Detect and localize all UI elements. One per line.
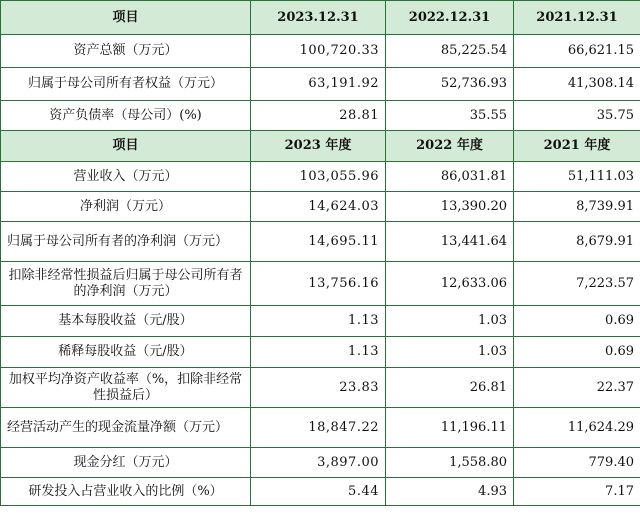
cell-value: 86,031.81 — [386, 162, 514, 192]
cell-value: 35.75 — [514, 101, 640, 131]
cell-value: 7.17 — [514, 478, 640, 506]
row-label: 现金分红（万元） — [1, 448, 251, 478]
table-row — [1, 262, 640, 306]
cell-value: 22.37 — [514, 368, 640, 408]
cell-value: 12,633.06 — [386, 262, 514, 306]
table-row — [1, 101, 640, 131]
header-year: 2022.12.31 — [386, 1, 514, 35]
cell-value: 7,223.57 — [514, 262, 640, 306]
cell-value: 100,720.33 — [251, 35, 386, 68]
header-year: 2021 年度 — [514, 131, 640, 162]
cell-value: 14,695.11 — [251, 222, 386, 262]
cell-value: 51,111.03 — [514, 162, 640, 192]
table-row — [1, 337, 640, 368]
cell-value: 0.69 — [514, 306, 640, 337]
cell-value: 11,196.11 — [386, 408, 514, 448]
cell-value: 26.81 — [386, 368, 514, 408]
cell-value: 85,225.54 — [386, 35, 514, 68]
cell-value: 1.03 — [386, 306, 514, 337]
cell-value: 13,441.64 — [386, 222, 514, 262]
row-label: 稀释每股收益（元/股） — [1, 337, 251, 368]
cell-value: 63,191.92 — [251, 68, 386, 101]
cell-value: 18,847.22 — [251, 408, 386, 448]
table-row — [1, 222, 640, 262]
header-year: 2022 年度 — [386, 131, 514, 162]
row-label: 扣除非经常性损益后归属于母公司所有者的净利润（万元） — [1, 262, 251, 306]
table-row — [1, 478, 640, 506]
table-row — [1, 408, 640, 448]
row-label: 经营活动产生的现金流量净额（万元） — [1, 408, 251, 448]
cell-value: 41,308.14 — [514, 68, 640, 101]
cell-value: 1.13 — [251, 306, 386, 337]
header-label: 项目 — [1, 1, 251, 35]
header-row-balance — [1, 1, 640, 35]
cell-value: 8,679.91 — [514, 222, 640, 262]
header-year: 2021.12.31 — [514, 1, 640, 35]
row-label: 资产负债率（母公司）(%) — [1, 101, 251, 131]
table-row — [1, 192, 640, 222]
cell-value: 14,624.03 — [251, 192, 386, 222]
cell-value: 779.40 — [514, 448, 640, 478]
header-year: 2023.12.31 — [251, 1, 386, 35]
row-label: 归属于母公司所有者权益（万元） — [1, 68, 251, 101]
cell-value: 13,756.16 — [251, 262, 386, 306]
table-row — [1, 306, 640, 337]
header-label: 项目 — [1, 131, 251, 162]
header-year: 2023 年度 — [251, 131, 386, 162]
cell-value: 52,736.93 — [386, 68, 514, 101]
cell-value: 1.13 — [251, 337, 386, 368]
cell-value: 13,390.20 — [386, 192, 514, 222]
header-row-income — [1, 131, 640, 162]
cell-value: 35.55 — [386, 101, 514, 131]
cell-value: 11,624.29 — [514, 408, 640, 448]
table-row — [1, 368, 640, 408]
cell-value: 8,739.91 — [514, 192, 640, 222]
row-label: 净利润（万元） — [1, 192, 251, 222]
table-row — [1, 68, 640, 101]
table-row — [1, 448, 640, 478]
cell-value: 103,055.96 — [251, 162, 386, 192]
row-label: 研发投入占营业收入的比例（%） — [1, 478, 251, 506]
row-label: 加权平均净资产收益率（%，扣除非经常性损益后） — [1, 368, 251, 408]
table-row — [1, 162, 640, 192]
cell-value: 0.69 — [514, 337, 640, 368]
row-label: 基本每股收益（元/股） — [1, 306, 251, 337]
cell-value: 5.44 — [251, 478, 386, 506]
cell-value: 66,621.15 — [514, 35, 640, 68]
cell-value: 23.83 — [251, 368, 386, 408]
cell-value: 1.03 — [386, 337, 514, 368]
row-label: 营业收入（万元） — [1, 162, 251, 192]
cell-value: 1,558.80 — [386, 448, 514, 478]
cell-value: 28.81 — [251, 101, 386, 131]
table-row — [1, 35, 640, 68]
row-label: 资产总额（万元） — [1, 35, 251, 68]
cell-value: 4.93 — [386, 478, 514, 506]
row-label: 归属于母公司所有者的净利润（万元） — [1, 222, 251, 262]
cell-value: 3,897.00 — [251, 448, 386, 478]
